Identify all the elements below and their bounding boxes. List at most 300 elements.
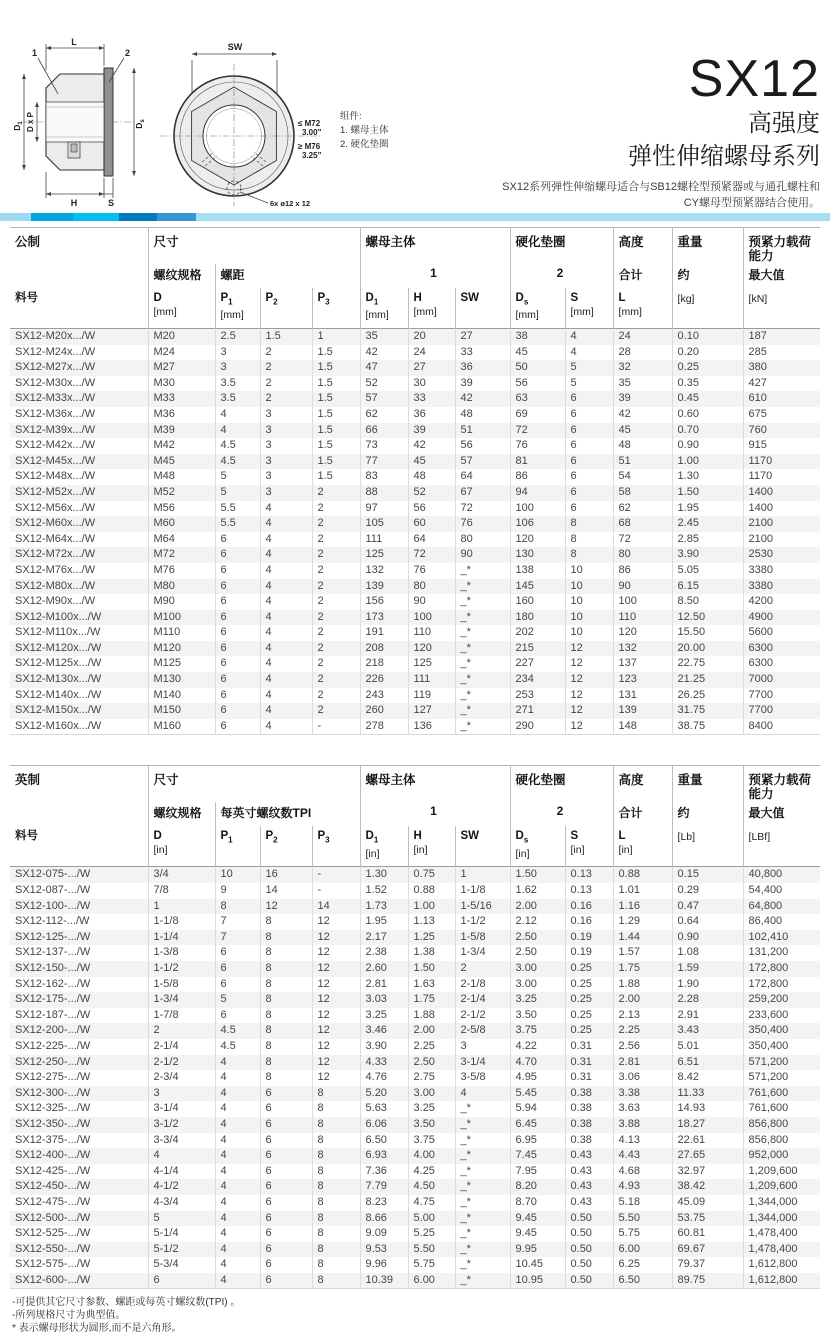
table-cell: 76 (408, 563, 455, 579)
table-cell: 69.67 (672, 1242, 743, 1258)
table-cell: 243 (360, 688, 408, 704)
column-header: $D_1$ [mm] (360, 288, 408, 329)
table-cell: 1.57 (613, 945, 672, 961)
table-cell: 2100 (743, 532, 820, 548)
table-cell: SX12-300-.../W (15, 1086, 91, 1099)
table-cell: 12 (312, 930, 360, 946)
table-cell: 1.73 (360, 899, 408, 915)
table-cell: 1.90 (672, 977, 743, 993)
table-cell: 4 (215, 1148, 260, 1164)
table-cell: 4 (260, 501, 312, 517)
table-cell: 8 (260, 914, 312, 930)
table-row (10, 688, 820, 704)
table-cell: 8 (312, 1117, 360, 1133)
table-cell: 9.09 (360, 1226, 408, 1242)
table-cell: 4.50 (408, 1179, 455, 1195)
table-cell: 5.20 (360, 1086, 408, 1102)
table-cell: 4 (215, 423, 260, 439)
table-cell: 0.10 (672, 329, 743, 345)
table-row (10, 930, 820, 946)
column-header-row (10, 826, 820, 867)
table-cell: 0.29 (672, 883, 743, 899)
table-cell: 8 (312, 1148, 360, 1164)
table-cell: 6 (215, 688, 260, 704)
table-cell: 79.37 (672, 1257, 743, 1273)
table-cell: 6 (260, 1148, 312, 1164)
subgroup-header-row (10, 264, 820, 288)
table-row (10, 485, 820, 501)
table-cell: 1-5/8 (455, 930, 510, 946)
footnote-2: -所列规格尺寸为典型值。 (12, 1310, 126, 1322)
table-cell: 6 (260, 1179, 312, 1195)
sub-thread-spec: 螺纹规格 (148, 264, 215, 288)
table-cell: 0.35 (672, 376, 743, 392)
table-cell: 4-1/4 (148, 1164, 215, 1180)
accent-bar-segment (0, 213, 31, 221)
table-cell: 50 (510, 360, 565, 376)
table-cell: 86 (613, 563, 672, 579)
table-cell: M56 (148, 501, 215, 517)
table-cell: 138 (510, 563, 565, 579)
table-cell: 2 (312, 579, 360, 595)
table-cell: 1.25 (408, 930, 455, 946)
table-cell: 2-3/4 (148, 1070, 215, 1086)
table-cell: M30 (148, 376, 215, 392)
table-cell: 4200 (743, 594, 820, 610)
table-row (10, 914, 820, 930)
table-cell: 8 (312, 1179, 360, 1195)
table-cell: 5.50 (613, 1211, 672, 1227)
table-cell: 5-1/2 (148, 1242, 215, 1258)
table-cell: 3.50 (408, 1117, 455, 1133)
table-cell: 3.25 (408, 1101, 455, 1117)
table-cell: SX12-M140x.../W (15, 688, 102, 701)
legend-title: 组件: (340, 111, 362, 122)
table-cell: 0.45 (672, 391, 743, 407)
table-cell: 4 (260, 547, 312, 563)
table-cell: 5.63 (360, 1101, 408, 1117)
table-cell: M24 (148, 345, 215, 361)
table-cell: _* (455, 1117, 510, 1133)
table-cell: 6 (565, 423, 613, 439)
table-cell: 10.45 (510, 1257, 565, 1273)
table-cell: 3-1/4 (148, 1101, 215, 1117)
table-cell: 1-7/8 (148, 1008, 215, 1024)
group-nut-body: 螺母主体 (360, 228, 510, 265)
table-cell: 6 (215, 579, 260, 595)
table-cell: 2.50 (408, 1055, 455, 1071)
table-cell: 5-1/4 (148, 1226, 215, 1242)
table-cell: 1.5 (312, 454, 360, 470)
callout-1: 1 (32, 48, 38, 58)
table-cell: 3.25 (360, 1008, 408, 1024)
table-cell: - (312, 867, 360, 883)
table-cell: 10 (565, 579, 613, 595)
table-cell: 4 (260, 688, 312, 704)
table-cell: 4.43 (613, 1148, 672, 1164)
table-cell: 8 (565, 532, 613, 548)
table-cell: 64 (408, 532, 455, 548)
range-ge-inch: 3.25" (302, 151, 322, 160)
table-cell: 5.75 (408, 1257, 455, 1273)
table-cell: 111 (360, 532, 408, 548)
sub-approx: 约 (672, 802, 743, 826)
table-cell: 6.15 (672, 579, 743, 595)
table-row (10, 501, 820, 517)
table-cell: 2.50 (510, 930, 565, 946)
group-nut-body: 螺母主体 (360, 766, 510, 803)
table-cell: 1-3/8 (148, 945, 215, 961)
table-cell: 1.5 (260, 329, 312, 345)
table-cell: M120 (148, 641, 215, 657)
part-no-header: 料号 (15, 292, 38, 304)
table-cell: 3.63 (613, 1101, 672, 1117)
table-cell: 1.13 (408, 914, 455, 930)
table-cell: 3380 (743, 579, 820, 595)
series-subtitle-2: 弹性伸缩螺母系列 (628, 143, 820, 170)
column-header: H [mm] (408, 288, 455, 329)
column-header: S [mm] (565, 288, 613, 329)
table-row (10, 625, 820, 641)
table-cell: 80 (613, 547, 672, 563)
table-cell: 12 (312, 914, 360, 930)
table-cell: 12 (312, 1039, 360, 1055)
table-cell: 0.25 (565, 961, 613, 977)
table-cell: 4.5 (215, 1039, 260, 1055)
table-cell: 4.93 (613, 1179, 672, 1195)
table-cell: M52 (148, 485, 215, 501)
table-cell: 6 (565, 485, 613, 501)
table-cell: _* (455, 1164, 510, 1180)
table-cell: SX12-075-.../W (15, 868, 91, 881)
table-cell: 5-3/4 (148, 1257, 215, 1273)
table-cell: 57 (455, 454, 510, 470)
table-cell: 2100 (743, 516, 820, 532)
table-cell: 2 (312, 641, 360, 657)
table-cell: 6 (148, 1273, 215, 1289)
table-row (10, 1211, 820, 1227)
footnote-3: * 表示螺母形状为圆形,而不是六角形。 (12, 1323, 182, 1335)
table-cell: 0.20 (672, 345, 743, 361)
group-washer: 硬化垫圈 (510, 228, 613, 265)
table-row (10, 899, 820, 915)
table-cell: 130 (510, 547, 565, 563)
table-cell: 1.88 (408, 1008, 455, 1024)
table-cell: 7.45 (510, 1148, 565, 1164)
table-cell: 2 (312, 485, 360, 501)
table-cell: SX12-M90x.../W (15, 595, 96, 608)
table-cell: 278 (360, 719, 408, 735)
table-cell: 81 (510, 454, 565, 470)
group-height: 高度 (613, 228, 672, 265)
table-cell: 10 (215, 867, 260, 883)
title-block (502, 50, 820, 211)
table-cell: 9.96 (360, 1257, 408, 1273)
table-cell: 8 (312, 1101, 360, 1117)
sub-nut-no: 1 (360, 802, 510, 826)
table-cell: 4 (215, 1242, 260, 1258)
table-cell: 0.64 (672, 914, 743, 930)
table-cell: 2.75 (408, 1070, 455, 1086)
table-cell: 36 (408, 407, 455, 423)
table-cell: 4 (215, 1195, 260, 1211)
table-cell: 1.30 (672, 469, 743, 485)
accent-bar-segment (119, 213, 157, 221)
table-cell: 15.50 (672, 625, 743, 641)
table-row (10, 1086, 820, 1102)
table-cell: 0.31 (565, 1070, 613, 1086)
table-cell: 4 (260, 656, 312, 672)
table-cell: 1.5 (312, 391, 360, 407)
table-cell: 8 (312, 1211, 360, 1227)
table-cell: 32 (613, 360, 672, 376)
table-cell: 100 (408, 610, 455, 626)
table-cell: 1.59 (672, 961, 743, 977)
table-cell: 8400 (743, 719, 820, 735)
table-cell: 1,209,600 (743, 1179, 820, 1195)
table-cell: M100 (148, 610, 215, 626)
table-cell: 10 (565, 625, 613, 641)
table-cell: 54,400 (743, 883, 820, 899)
subgroup-header-row (10, 802, 820, 826)
table-row (10, 423, 820, 439)
table-cell: 2-1/8 (455, 977, 510, 993)
table-cell: 3 (260, 469, 312, 485)
table-cell: 6 (215, 656, 260, 672)
table-cell: 110 (408, 625, 455, 641)
table-cell: _* (455, 594, 510, 610)
table-cell: 12.50 (672, 610, 743, 626)
table-cell: 0.25 (565, 1023, 613, 1039)
table-row (10, 1117, 820, 1133)
column-header: $P_1$ (215, 826, 260, 867)
table-row (10, 1257, 820, 1273)
table-cell: 12 (565, 719, 613, 735)
table-cell: 39 (613, 391, 672, 407)
table-cell: 0.31 (565, 1055, 613, 1071)
table-row (10, 469, 820, 485)
table-cell: 111 (408, 672, 455, 688)
table-cell: 57 (360, 391, 408, 407)
table-cell: 8 (312, 1226, 360, 1242)
table-cell: 2 (312, 625, 360, 641)
table-cell: _* (455, 1257, 510, 1273)
table-cell: 8 (260, 930, 312, 946)
table-row (10, 1133, 820, 1149)
table-cell: 38 (510, 329, 565, 345)
table-cell: 131,200 (743, 945, 820, 961)
table-cell: 2.5 (215, 329, 260, 345)
table-cell: 3.38 (613, 1086, 672, 1102)
table-cell: _* (455, 1242, 510, 1258)
table-cell: 63 (510, 391, 565, 407)
table-cell: 6 (260, 1195, 312, 1211)
table-cell: 4.75 (408, 1195, 455, 1211)
table-cell: 4 (565, 329, 613, 345)
table-cell: 6300 (743, 641, 820, 657)
table-cell: 12 (312, 961, 360, 977)
table-cell: 8 (260, 1039, 312, 1055)
legend-item-2: 2. 硬化垫圈 (340, 139, 389, 150)
table-cell: 123 (613, 672, 672, 688)
table-cell: 3.75 (510, 1023, 565, 1039)
table-cell: 3-3/4 (148, 1133, 215, 1149)
table-cell: M45 (148, 454, 215, 470)
table-cell: 45 (510, 345, 565, 361)
table-cell: SX12-100-.../W (15, 899, 91, 912)
table-cell: 1.75 (408, 992, 455, 1008)
table-cell: 48 (455, 407, 510, 423)
group-size: 尺寸 (148, 228, 360, 265)
column-header: $D_s$ [mm] (510, 288, 565, 329)
column-header: $P_1$ [mm] (215, 288, 260, 329)
table-cell: 2.13 (613, 1008, 672, 1024)
table-cell: SX12-M20x.../W (15, 330, 96, 342)
table-cell: _* (455, 1101, 510, 1117)
table-row (10, 1164, 820, 1180)
table-row (10, 1101, 820, 1117)
table-cell: 4 (215, 1273, 260, 1289)
table-cell: 227 (510, 656, 565, 672)
table-cell: 12 (260, 899, 312, 915)
table-cell: 4 (455, 1086, 510, 1102)
table-cell: 47 (360, 360, 408, 376)
table-cell: 12 (312, 945, 360, 961)
dim-label-l: L (71, 37, 77, 47)
table-cell: 9 (215, 883, 260, 899)
table-cell: 4 (215, 1133, 260, 1149)
table-cell: 1.88 (613, 977, 672, 993)
table-cell: 6 (260, 1117, 312, 1133)
table-cell: 4 (215, 1055, 260, 1071)
table-cell: 48 (613, 438, 672, 454)
hole-spec-label: 6x ø12 x 12 (270, 199, 311, 208)
table-cell: 90 (408, 594, 455, 610)
table-cell: 8 (260, 945, 312, 961)
metric-table (10, 227, 820, 735)
table-cell: 1.00 (672, 454, 743, 470)
table-cell: 191 (360, 625, 408, 641)
table-cell: 73 (360, 438, 408, 454)
table-cell: 64,800 (743, 899, 820, 915)
table-cell: 21.25 (672, 672, 743, 688)
table-cell: 0.50 (565, 1211, 613, 1227)
table-cell: 136 (408, 719, 455, 735)
table-cell: 3.00 (510, 977, 565, 993)
table-cell: 1,478,400 (743, 1226, 820, 1242)
table-cell: 132 (613, 641, 672, 657)
table-cell: 915 (743, 438, 820, 454)
table-cell: 0.25 (565, 992, 613, 1008)
table-cell: 1.95 (360, 914, 408, 930)
table-cell: 4 (215, 1101, 260, 1117)
column-header: L [in] (613, 826, 672, 867)
table-cell: 8 (260, 1055, 312, 1071)
table-row (10, 1070, 820, 1086)
table-cell: 32.97 (672, 1164, 743, 1180)
table-cell: 2 (312, 532, 360, 548)
table-cell: 35 (360, 329, 408, 345)
legend-item-1: 1. 螺母主体 (340, 125, 389, 136)
table-cell: 5 (215, 992, 260, 1008)
table-cell: 4.22 (510, 1039, 565, 1055)
table-cell: 2.12 (510, 914, 565, 930)
sub-tpi: 每英寸螺纹数TPI (215, 802, 360, 826)
table-cell: 80 (455, 532, 510, 548)
accent-bar (0, 213, 830, 221)
table-cell: 10.39 (360, 1273, 408, 1289)
table-cell: 6300 (743, 656, 820, 672)
table-cell: M76 (148, 563, 215, 579)
table-cell: 8.66 (360, 1211, 408, 1227)
table-cell: 0.60 (672, 407, 743, 423)
table-cell: - (312, 883, 360, 899)
table-cell: SX12-275-.../W (15, 1071, 91, 1084)
table-row (10, 703, 820, 719)
group-preload: 预紧力载荷能力 (743, 228, 820, 265)
table-cell: 5.05 (672, 563, 743, 579)
table-cell: 0.25 (565, 1008, 613, 1024)
table-cell: 6.06 (360, 1117, 408, 1133)
table-cell: _* (455, 625, 510, 641)
range-le-label: ≤ M72 (298, 119, 321, 128)
table-cell: 350,400 (743, 1039, 820, 1055)
table-cell: SX12-137-.../W (15, 946, 91, 959)
table-cell: SX12-M76x.../W (15, 563, 96, 576)
table-cell: SX12-M52x.../W (15, 485, 96, 498)
table-cell: 1.08 (672, 945, 743, 961)
sub-pitch: 螺距 (215, 264, 360, 288)
table-cell: 0.88 (408, 883, 455, 899)
table-cell: SX12-175-.../W (15, 993, 91, 1006)
table-cell: 856,800 (743, 1117, 820, 1133)
table-cell: 51 (613, 454, 672, 470)
table-cell: 6 (215, 672, 260, 688)
table-cell: SX12-M125x.../W (15, 657, 102, 670)
table-cell: 1-5/8 (148, 977, 215, 993)
table-row (10, 1179, 820, 1195)
table-row (10, 610, 820, 626)
table-cell: 2.81 (360, 977, 408, 993)
table-cell: SX12-475-.../W (15, 1195, 91, 1208)
table-cell: 3-1/4 (455, 1055, 510, 1071)
table-cell: 6 (215, 594, 260, 610)
table-cell: 3 (260, 454, 312, 470)
sub-washer-no: 2 (510, 264, 613, 288)
table-cell: 1.29 (613, 914, 672, 930)
table-cell: 7000 (743, 672, 820, 688)
series-subtitle-1: 高强度 (748, 110, 820, 137)
table-cell: 14.93 (672, 1101, 743, 1117)
table-cell: 350,400 (743, 1023, 820, 1039)
table-cell: _* (455, 610, 510, 626)
group-header-row (10, 766, 820, 803)
group-weight: 重量 (672, 228, 743, 265)
table-cell: 1-3/4 (455, 945, 510, 961)
table-cell: 1-1/8 (148, 914, 215, 930)
table-cell: 26.25 (672, 688, 743, 704)
table-cell: 8 (312, 1257, 360, 1273)
table-cell: 4.5 (215, 1023, 260, 1039)
table-cell: 120 (408, 641, 455, 657)
table-cell: 24 (408, 345, 455, 361)
table-cell: 8 (260, 1070, 312, 1086)
table-cell: 145 (510, 579, 565, 595)
table-cell: SX12-M100x.../W (15, 610, 102, 623)
table-cell: 1.5 (312, 376, 360, 392)
footnotes (12, 1296, 830, 1335)
table-cell: 3.5 (215, 376, 260, 392)
